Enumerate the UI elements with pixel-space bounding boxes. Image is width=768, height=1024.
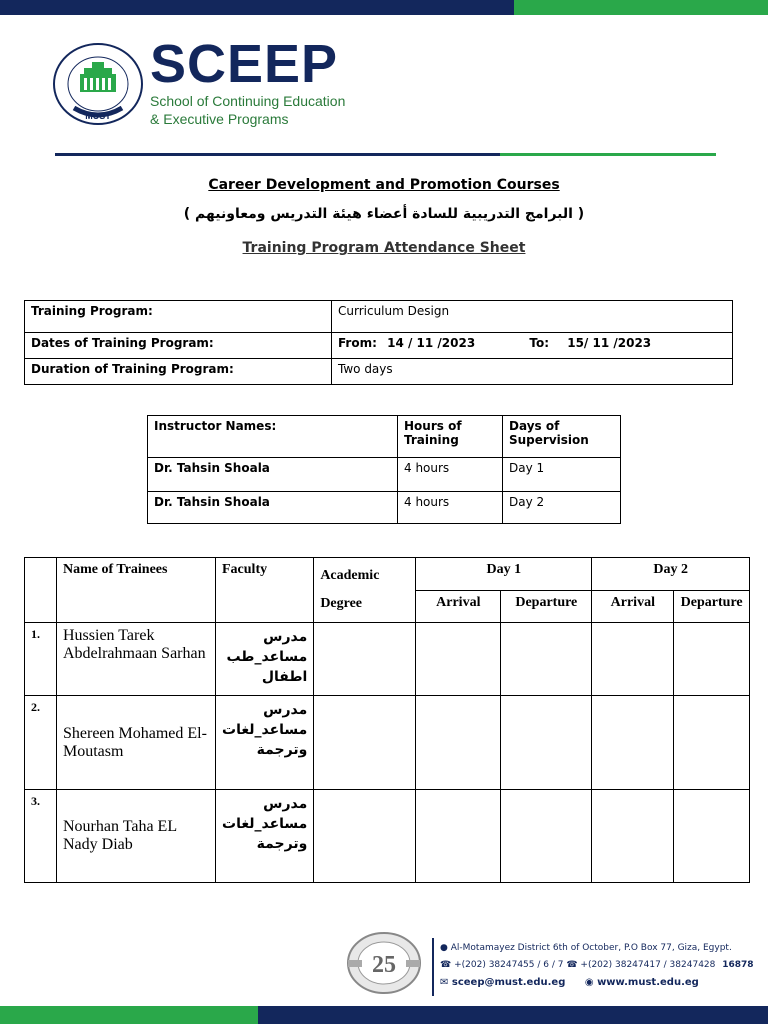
instructor-table	[147, 415, 621, 524]
day1-departure-cell	[501, 696, 592, 790]
attendance-table	[24, 557, 750, 883]
svg-text:25: 25	[372, 952, 396, 978]
email-icon: ✉	[440, 977, 449, 988]
footer-hotline: 16878	[722, 960, 754, 970]
header-rule-green	[500, 153, 716, 156]
top-bar-green	[514, 0, 768, 15]
footer-email[interactable]: sceep@must.edu.eg	[451, 977, 566, 988]
degree-header	[314, 558, 416, 623]
number-header	[25, 558, 57, 623]
globe-icon: ◉	[584, 977, 594, 988]
day2-departure-cell	[674, 790, 750, 883]
instructor-name: Dr. Tahsin Shoala	[148, 458, 398, 492]
degree-cell	[314, 696, 416, 790]
footer-contact	[440, 940, 754, 991]
footer-web-line	[440, 974, 754, 991]
trainee-faculty: مدرس مساعد_لغات وترجمة	[216, 790, 314, 883]
footer-website[interactable]: www.must.edu.eg	[597, 977, 699, 988]
to-value: 15/ 11 /2023	[567, 336, 652, 350]
day1-arrival-cell	[416, 696, 501, 790]
degree-cell	[314, 623, 416, 696]
instructor-row	[148, 492, 621, 524]
instructor-day: Day 2	[503, 492, 621, 524]
brand-block	[150, 36, 345, 128]
phone-icon: ☎	[440, 960, 452, 970]
attendance-header-row-1	[25, 558, 750, 591]
instructor-day: Day 1	[503, 458, 621, 492]
brand-name: SCEEP	[150, 34, 339, 94]
sheet-title: Training Program Attendance Sheet	[242, 240, 526, 256]
arabic-title: ( البرامج التدريبية للسادة أعضاء هيئة التدريس ومعاونيهم )	[183, 206, 585, 222]
brand-line-2: & Executive Programs	[150, 111, 289, 127]
duration-value: Two days	[332, 359, 733, 385]
location-pin-icon: ●	[440, 943, 448, 953]
day1-header: Day 1	[416, 558, 592, 591]
hours-header: Hours of Training	[398, 416, 503, 458]
instructor-header-row	[148, 416, 621, 458]
trainee-row	[25, 696, 750, 790]
trainee-name: Hussien Tarek Abdelrahmaan Sarhan	[57, 623, 216, 696]
trainee-number: 1.	[25, 623, 57, 696]
footer-address-line	[440, 940, 754, 957]
trainee-faculty: مدرس مساعد_لغات وترجمة	[216, 696, 314, 790]
anniversary-seal-logo	[344, 930, 424, 996]
day2-departure-header: Departure	[674, 590, 750, 623]
day2-arrival-cell	[592, 790, 674, 883]
day2-arrival-cell	[592, 696, 674, 790]
trainee-row	[25, 790, 750, 883]
from-label: From:	[338, 336, 377, 350]
trainee-name: Nourhan Taha EL Nady Diab	[57, 790, 216, 883]
day2-arrival-header: Arrival	[592, 590, 674, 623]
top-bar-navy	[0, 0, 514, 15]
degree-header-line-1: Academic	[320, 568, 380, 583]
day2-arrival-cell	[592, 623, 674, 696]
instructor-name: Dr. Tahsin Shoala	[148, 492, 398, 524]
day1-arrival-header: Arrival	[416, 590, 501, 623]
trainee-name: Shereen Mohamed El-Moutasm	[57, 696, 216, 790]
main-title: Career Development and Promotion Courses	[208, 177, 560, 193]
university-seal-logo	[52, 42, 144, 126]
program-value: Curriculum Design	[332, 301, 733, 333]
footer-address: Al-Motamayez District 6th of October, P.O Box 77, Giza, Egypt.	[450, 943, 732, 953]
dates-value	[332, 333, 733, 359]
day2-departure-cell	[674, 623, 750, 696]
svg-text:MUST: MUST	[85, 111, 111, 121]
from-value: 14 / 11 /2023	[387, 336, 476, 350]
bottom-bar-navy	[258, 1006, 768, 1024]
bottom-bar-green	[0, 1006, 258, 1024]
trainee-faculty: مدرس مساعد_طب اطفال	[216, 623, 314, 696]
days-header: Days of Supervision	[503, 416, 621, 458]
program-label: Training Program:	[25, 301, 332, 333]
name-header: Name of Trainees	[57, 558, 216, 623]
brand-line-1: School of Continuing Education	[150, 93, 346, 109]
duration-row	[25, 359, 733, 385]
dates-row	[25, 333, 733, 359]
duration-label: Duration of Training Program:	[25, 359, 332, 385]
trainee-row	[25, 623, 750, 696]
day1-departure-cell	[501, 790, 592, 883]
day1-arrival-cell	[416, 790, 501, 883]
instructor-hours: 4 hours	[398, 492, 503, 524]
program-info-table	[24, 300, 733, 385]
program-row	[25, 301, 733, 333]
trainee-number: 2.	[25, 696, 57, 790]
day1-departure-header: Departure	[501, 590, 592, 623]
day1-arrival-cell	[416, 623, 501, 696]
degree-cell	[314, 790, 416, 883]
dates-label: Dates of Training Program:	[25, 333, 332, 359]
header-rule-navy	[55, 153, 500, 156]
trainee-number: 3.	[25, 790, 57, 883]
instructor-hours: 4 hours	[398, 458, 503, 492]
day1-departure-cell	[501, 623, 592, 696]
instructor-names-header: Instructor Names:	[148, 416, 398, 458]
day2-header: Day 2	[592, 558, 750, 591]
footer-phone-line	[440, 957, 754, 974]
footer-phones: +(202) 38247455 / 6 / 7 ☎ +(202) 38247417 / 38247428	[454, 960, 716, 970]
instructor-row	[148, 458, 621, 492]
day2-departure-cell	[674, 696, 750, 790]
degree-header-line-2: Degree	[320, 596, 363, 611]
to-label: To:	[529, 336, 550, 350]
footer-divider	[432, 938, 434, 996]
faculty-header: Faculty	[216, 558, 314, 623]
